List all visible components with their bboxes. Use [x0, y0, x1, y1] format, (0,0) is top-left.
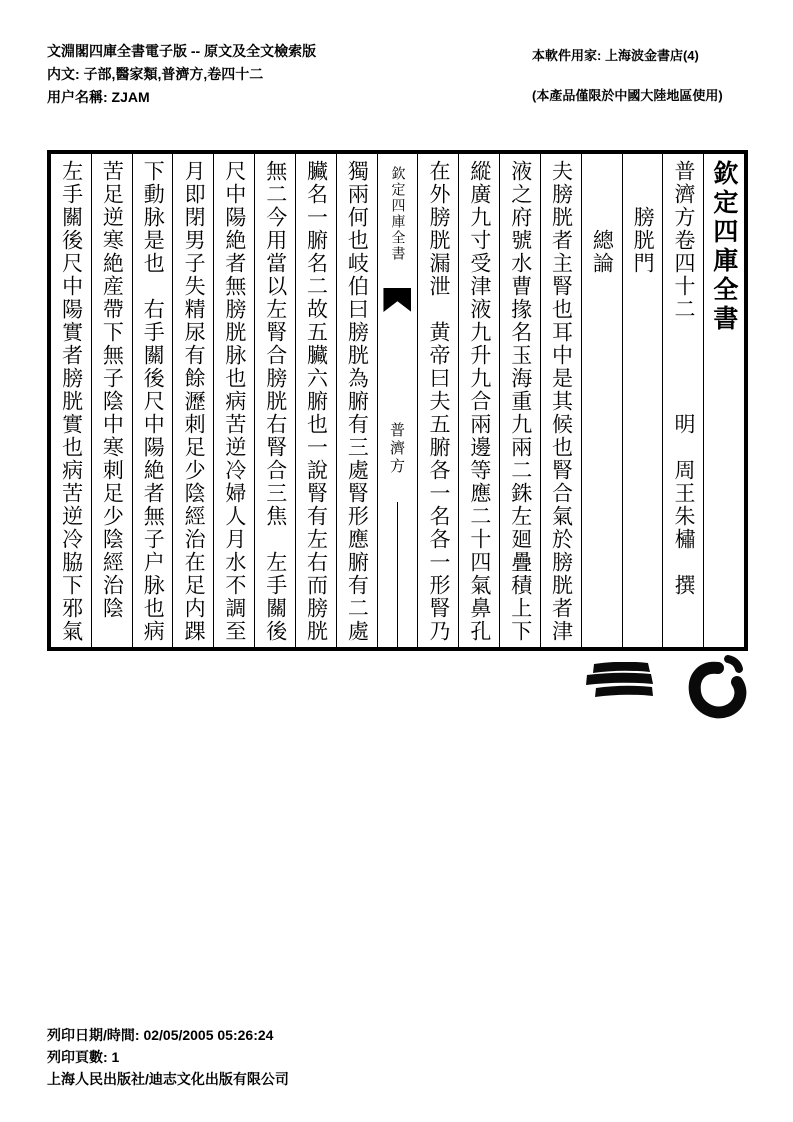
text-column: [418, 154, 459, 647]
column-text: 苦足逆寒絶産帶下無子陰中寒刺足少陰經治陰: [100, 160, 125, 620]
print-footer: [47, 1024, 289, 1090]
text-column: [459, 154, 500, 647]
user-name: 用户名稱: ZJAM: [47, 89, 150, 105]
column-text: 普濟方卷四十二 明 周王朱橚 撰: [672, 160, 696, 597]
column-text: 膀胱門: [631, 160, 656, 275]
column-text: 在外膀胱漏泄 黄帝曰夫五腑各一名各一形腎乃: [427, 160, 452, 643]
header-left: [47, 40, 316, 109]
fold-rule: [397, 502, 398, 647]
column-text: 無二今用當以左腎合膀胱右腎合三焦 左手關後: [263, 160, 288, 643]
text-column: [51, 154, 92, 647]
fold-header-text: 欽定四庫全書: [389, 166, 406, 262]
column-text: 液之府號水曹掾名玉海重九兩二銖左廻疊積上下: [508, 160, 533, 643]
column-text: 獨兩何也岐伯曰膀胱為腑有三處腎形應腑有二處: [345, 160, 370, 643]
text-column: [173, 154, 214, 647]
text-column: [541, 154, 582, 647]
text-column: [255, 154, 296, 647]
publisher-seal-icon: [686, 650, 748, 729]
title-column: [704, 154, 744, 647]
books-stack-icon: [584, 662, 658, 709]
text-column: [623, 154, 664, 647]
column-text: 總論: [590, 160, 615, 275]
column-text: 左手關後尺中陽實者膀胱實也病苦逆冷脇下邪氣: [59, 160, 84, 643]
text-column: [296, 154, 337, 647]
column-text: 縱廣九寸受津液九升九合兩邊等應二十四氣鼻孔: [467, 160, 492, 643]
column-text: 月即閉男子失精尿有餘瀝刺足少陰經治在足内踝: [182, 160, 207, 643]
text-column: [663, 154, 704, 647]
fishtail-mark-icon: [383, 288, 411, 312]
license-owner: 本軟件用家: 上海波金書店(4): [532, 48, 699, 63]
license-notice: (本產品僅限於中國大陸地區使用): [532, 88, 723, 103]
book-page-frame: [47, 150, 748, 651]
center-fold-column: [378, 154, 419, 647]
column-text: 下動脉是也 右手關後尺中陽絶者無子户脉也病: [141, 160, 166, 643]
text-column: [92, 154, 133, 647]
column-text: 臟名一腑名二故五臟六腑也一說腎有左右而膀胱: [304, 160, 329, 643]
print-page-count: 列印頁數: 1: [47, 1049, 120, 1065]
text-column: [133, 154, 174, 647]
book-title: 欽定四庫全書: [709, 160, 739, 334]
publisher-name: 上海人民出版社/迪志文化出版有限公司: [47, 1071, 289, 1087]
text-column: [337, 154, 378, 647]
text-column: [500, 154, 541, 647]
column-text: 尺中陽絶者無膀胱脉也病苦逆冷婦人月水不調至: [222, 160, 247, 643]
content-path: 内文: 子部,醫家類,普濟方,卷四十二: [47, 66, 264, 82]
column-text: 夫膀胱者主腎也耳中是其候也腎合氣於膀胱者津: [549, 160, 574, 643]
text-column: [214, 154, 255, 647]
header-right: [532, 46, 762, 106]
text-column: [582, 154, 623, 647]
print-datetime: 列印日期/時間: 02/05/2005 05:26:24: [47, 1027, 274, 1043]
fold-book-name: 普濟方: [387, 422, 406, 476]
edition-title: 文淵閣四庫全書電子版 -- 原文及全文檢索版: [47, 43, 317, 59]
